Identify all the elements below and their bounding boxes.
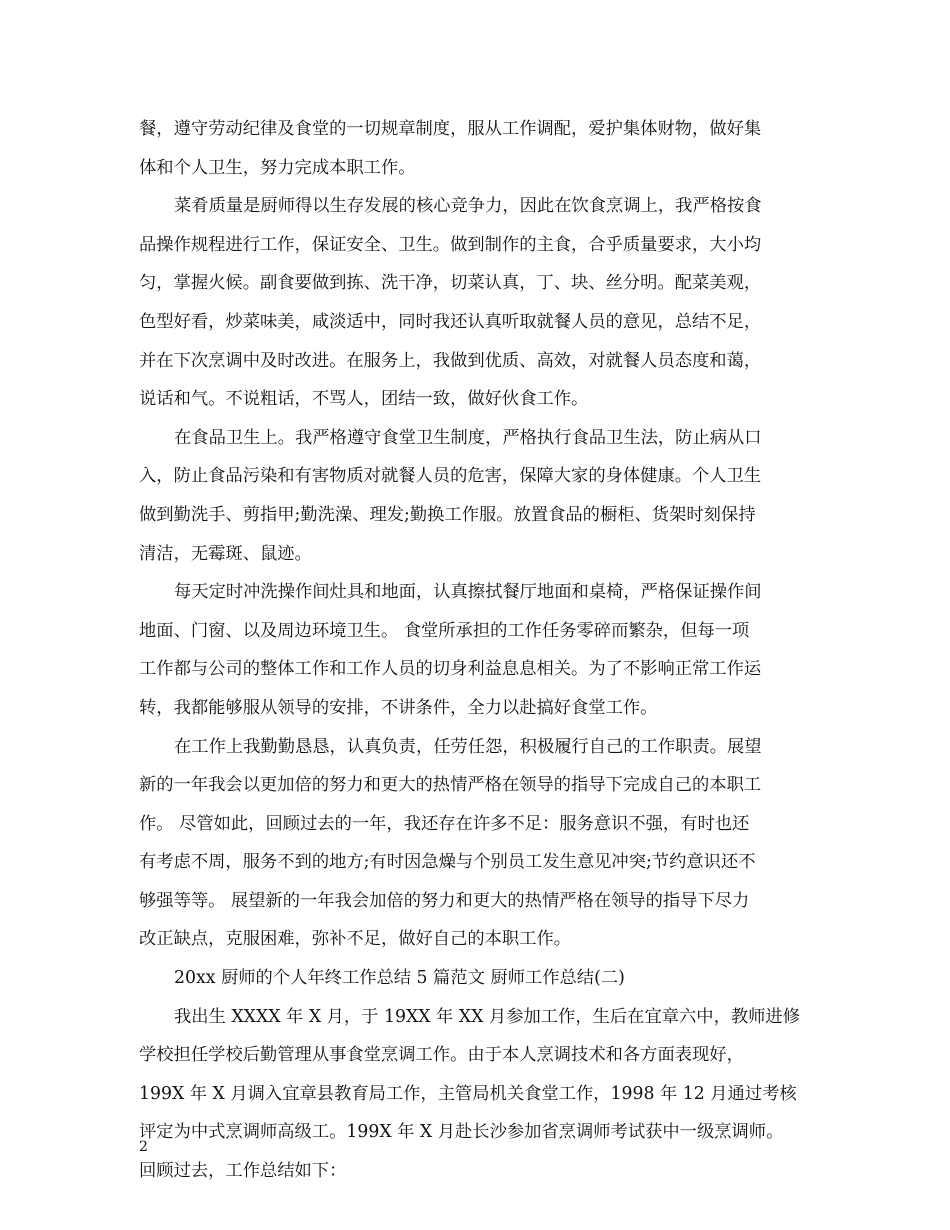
text-line: 做到勤洗手、剪指甲;勤洗澡、理发;勤换工作服。放置食品的橱柜、货架时刻保持 <box>139 504 756 525</box>
text-line: 清洁，无霉斑、鼠迹。 <box>139 543 312 564</box>
text-line: 够强等等。 展望新的一年我会加倍的努力和更大的热情严格在领导的指导下尽力 <box>139 890 750 911</box>
text-line: 餐，遵守劳动纪律及食堂的一切规章制度，服从工作调配，爱护集体财物，做好集 <box>139 119 762 139</box>
text-line: 20xx 厨师的个人年终工作总结 5 篇范文 厨师工作总结(二) <box>174 968 625 989</box>
text-line: 改正缺点，克服困难，弥补不足，做好自己的本职工作。 <box>139 929 572 950</box>
text-line: 每天定时冲洗操作间灶具和地面，认真擦拭餐厅地面和桌椅，严格保证操作间 <box>174 582 762 603</box>
text-line: 体和个人卫生，努力完成本职工作。 <box>139 157 416 178</box>
text-line: 色型好看，炒菜味美，咸淡适中，同时我还认真听取就餐人员的意见，总结不足， <box>139 311 762 332</box>
document-body <box>139 110 823 1191</box>
text-line: 品操作规程进行工作，保证安全、卫生。做到制作的主食，合乎质量要求，大小均 <box>139 234 762 255</box>
text-line: 说话和气。不说粗话，不骂人，团结一致，做好伙食工作。 <box>139 389 589 410</box>
text-line: 并在下次烹调中及时改进。在服务上，我做到优质、高效，对就餐人员态度和蔼， <box>139 350 762 371</box>
text-line: 在食品卫生上。我严格遵守食堂卫生制度，严格执行食品卫生法，防止病从口 <box>174 427 762 448</box>
text-line: 地面、门窗、以及周边环境卫生。 食堂所承担的工作任务零碎而繁杂，但每一项 <box>139 620 750 641</box>
text-line: 菜肴质量是厨师得以生存发展的核心竞争力，因此在饮食烹调上，我严格按食 <box>174 196 762 217</box>
text-line: 匀，掌握火候。副食要做到拣、洗干净，切菜认真，丁、块、丝分明。配菜美观， <box>139 273 762 294</box>
text-line: 新的一年我会以更加倍的努力和更大的热情严格在领导的指导下完成自己的本职工 <box>139 775 762 796</box>
text-line: 199X 年 X 月调入宜章县教育局工作，主管局机关食堂工作，1998 年 12 月通过考核 <box>139 1083 797 1104</box>
text-line: 我出生 XXXX 年 X 月，于 19XX 年 XX 月参加工作，生后在宜章六中，教师进修 <box>174 1006 800 1027</box>
text-line: 转，我都能够服从领导的安排，不讲条件，全力以赴搞好食堂工作。 <box>139 697 658 718</box>
text-line: 评定为中式烹调师高级工。199X 年 X 月赴长沙参加省烹调师考试获中一级烹调师。 <box>139 1122 784 1143</box>
text-line: 作。 尽管如此，回顾过去的一年，我还存在许多不足：服务意识不强，有时也还 <box>139 813 750 834</box>
text-line: 工作都与公司的整体工作和工作人员的切身利益息息相关。为了不影响正常工作运 <box>139 659 762 680</box>
text-line: 回顾过去，工作总结如下： <box>139 1161 347 1182</box>
text-line: 有考虑不周，服务不到的地方;有时因急燥与个别员工发生意见冲突;节约意识还不 <box>139 852 756 873</box>
text-line: 在工作上我勤勤恳恳，认真负责，任劳任怨，积极履行自己的工作职责。展望 <box>174 736 762 757</box>
page-number: 2 <box>139 1139 148 1155</box>
text-line: 入，防止食品污染和有害物质对就餐人员的危害，保障大家的身体健康。个人卫生 <box>139 466 762 487</box>
text-line: 学校担任学校后勤管理从事食堂烹调工作。由于本人烹调技术和各方面表现好， <box>139 1045 744 1066</box>
